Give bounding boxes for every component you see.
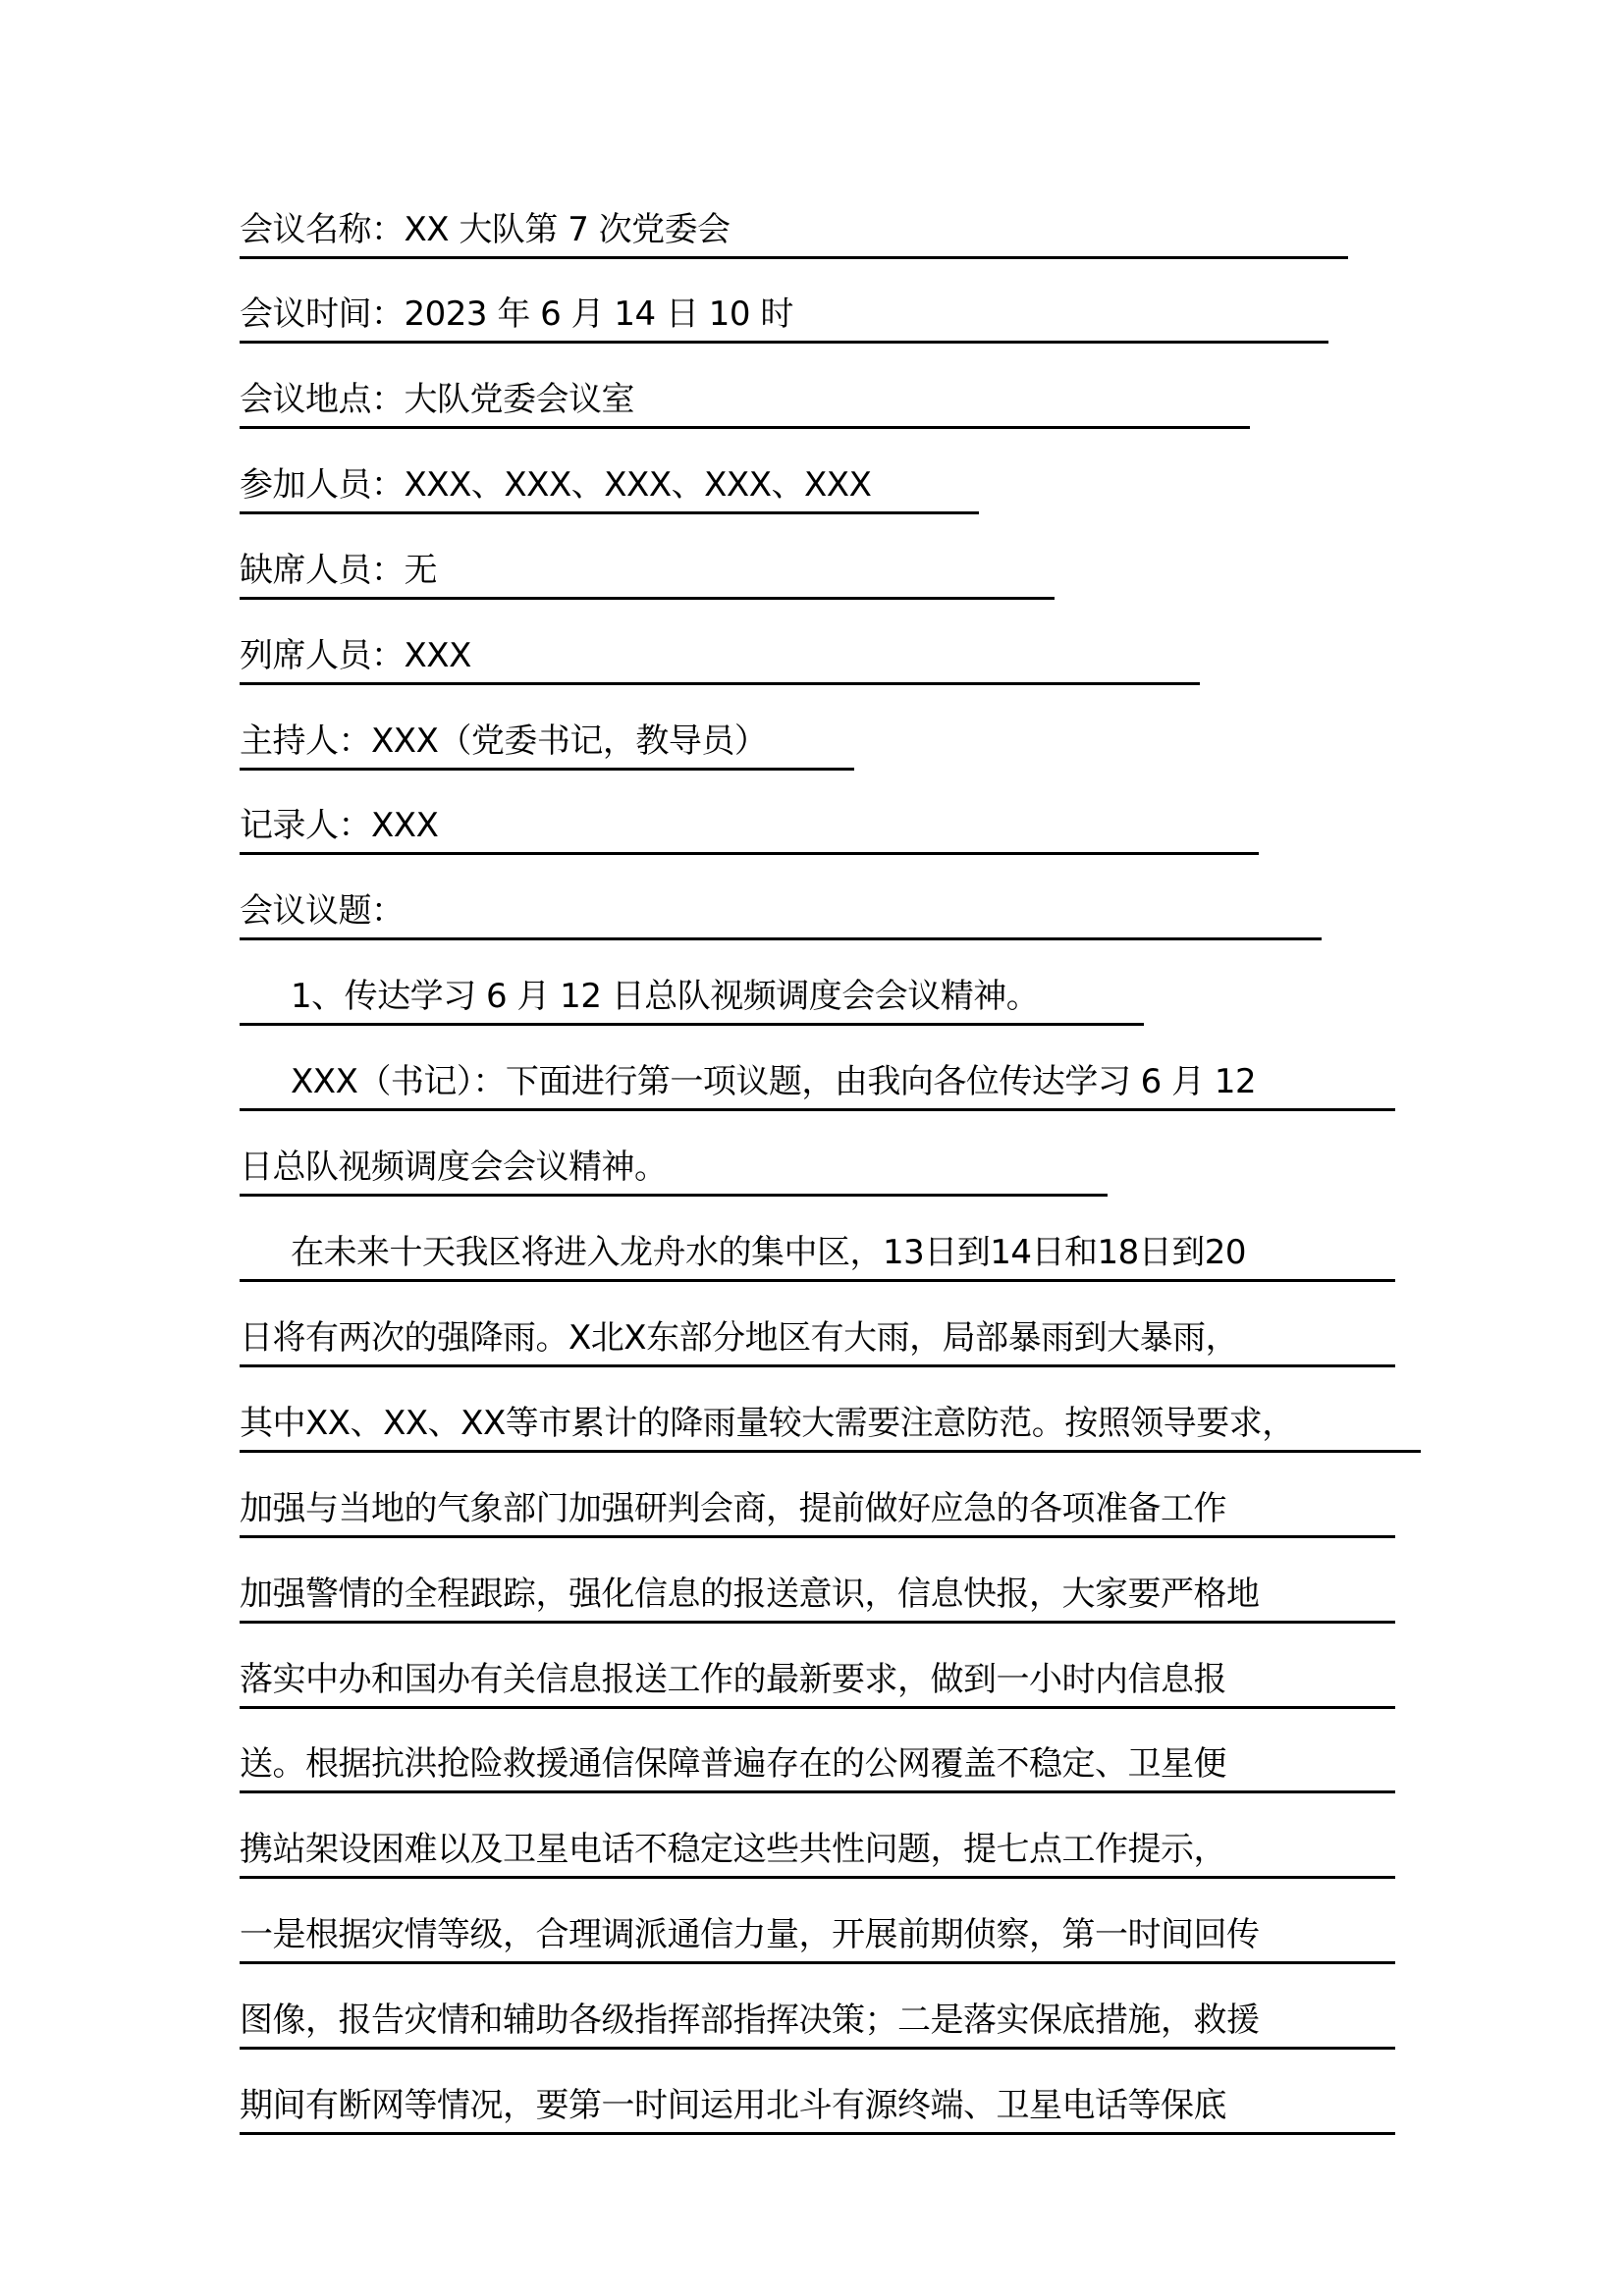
field-agenda bbox=[240, 887, 405, 946]
underline bbox=[240, 937, 1322, 940]
underline bbox=[240, 1023, 1144, 1026]
underline bbox=[240, 1279, 1395, 1282]
body-paragraph-line: 期间有断网等情况，要第一时间运用北斗有源终端、卫星电话等保底 bbox=[240, 2082, 1226, 2141]
field-label: 主持人： bbox=[240, 721, 371, 761]
underline bbox=[240, 1790, 1395, 1793]
agenda-item-1: 1、传达学习 6 月 12 日总队视频调度会会议精神。 bbox=[240, 973, 1039, 1032]
field-label: 缺席人员： bbox=[240, 551, 405, 590]
field-value: XXX bbox=[404, 636, 471, 675]
field-attendees bbox=[240, 461, 871, 520]
underline bbox=[240, 682, 1200, 685]
field-value: 大队党委会议室 bbox=[404, 380, 634, 419]
underline bbox=[240, 597, 1055, 600]
underline bbox=[240, 426, 1250, 429]
body-paragraph-line: 日将有两次的强降雨。X北X东部分地区有大雨，局部暴雨到大暴雨， bbox=[240, 1314, 1238, 1373]
underline bbox=[240, 1621, 1395, 1624]
body-paragraph-line: 送。根据抗洪抢险救援通信保障普遍存在的公网覆盖不稳定、卫星便 bbox=[240, 1740, 1226, 1799]
field-value: XXX bbox=[371, 806, 439, 845]
body-paragraph-line: 加强警情的全程跟踪，强化信息的报送意识，信息快报，大家要严格地 bbox=[240, 1571, 1260, 1629]
field-value: XXX（党委书记，教导员） bbox=[371, 721, 768, 761]
field-label: 会议议题： bbox=[240, 891, 405, 931]
field-label: 会议时间： bbox=[240, 294, 405, 334]
underline bbox=[240, 256, 1348, 259]
underline bbox=[240, 1876, 1395, 1879]
underline bbox=[240, 1450, 1421, 1453]
field-host bbox=[240, 718, 767, 776]
field-recorder bbox=[240, 802, 438, 861]
underline bbox=[240, 1194, 1108, 1197]
field-value: XXX、XXX、XXX、XXX、XXX bbox=[404, 465, 872, 505]
underline bbox=[240, 341, 1328, 344]
speaker-paragraph-line: 日总队视频调度会会议精神。 bbox=[240, 1144, 668, 1202]
body-paragraph-line: 落实中办和国办有关信息报送工作的最新要求，做到一小时内信息报 bbox=[240, 1656, 1226, 1715]
field-meeting-name bbox=[240, 206, 731, 265]
underline bbox=[240, 1961, 1395, 1964]
body-paragraph-line: 其中XX、XX、XX等市累计的降雨量较大需要注意防范。按照领导要求， bbox=[240, 1400, 1295, 1459]
field-value: 无 bbox=[404, 551, 437, 590]
field-meeting-location bbox=[240, 376, 634, 435]
underline bbox=[240, 768, 854, 771]
field-value: XX 大队第 7 次党委会 bbox=[404, 210, 731, 249]
underline bbox=[240, 511, 979, 514]
body-paragraph-line: 加强与当地的气象部门加强研判会商，提前做好应急的各项准备工作 bbox=[240, 1485, 1226, 1544]
underline bbox=[240, 2047, 1395, 2050]
field-label: 会议名称： bbox=[240, 210, 405, 249]
field-value: 2023 年 6 月 14 日 10 时 bbox=[404, 294, 793, 334]
field-label: 会议地点： bbox=[240, 380, 405, 419]
underline bbox=[240, 852, 1259, 855]
field-label: 参加人员： bbox=[240, 465, 405, 505]
field-meeting-time bbox=[240, 291, 793, 349]
field-observers bbox=[240, 632, 471, 691]
underline bbox=[240, 1108, 1395, 1111]
underline bbox=[240, 1535, 1395, 1538]
underline bbox=[240, 2132, 1395, 2135]
body-paragraph-line: 图像，报告灾情和辅助各级指挥部指挥决策；二是落实保底措施，救援 bbox=[240, 1997, 1260, 2056]
body-paragraph-line: 携站架设困难以及卫星电话不稳定这些共性问题，提七点工作提示， bbox=[240, 1826, 1226, 1885]
field-label: 列席人员： bbox=[240, 636, 405, 675]
underline bbox=[240, 1364, 1395, 1367]
body-paragraph-line: 一是根据灾情等级，合理调派通信力量，开展前期侦察，第一时间回传 bbox=[240, 1911, 1260, 1970]
speaker-paragraph-line: XXX（书记）：下面进行第一项议题，由我向各位传达学习 6 月 12 bbox=[240, 1058, 1256, 1117]
field-label: 记录人： bbox=[240, 806, 371, 845]
underline bbox=[240, 1706, 1395, 1709]
field-absentees bbox=[240, 547, 437, 606]
body-paragraph-line: 在未来十天我区将进入龙舟水的集中区，13日到14日和18日到20 bbox=[240, 1229, 1246, 1288]
